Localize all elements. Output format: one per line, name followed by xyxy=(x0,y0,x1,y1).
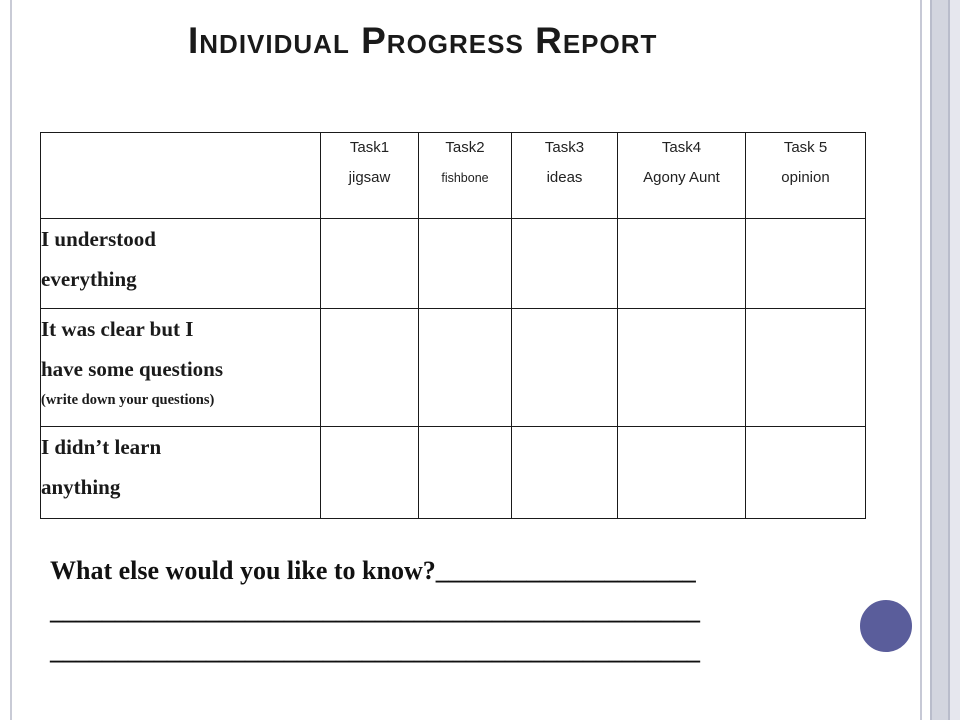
task-name: Task4 xyxy=(661,139,702,156)
task-header-1 xyxy=(321,133,419,219)
rating-cell[interactable] xyxy=(512,309,618,427)
row-label-note: (write down your questions) xyxy=(41,392,215,408)
rating-cell[interactable] xyxy=(419,427,512,519)
task-activity: fishbone xyxy=(441,171,489,185)
task-activity: ideas xyxy=(546,169,583,186)
row-label-line: I understood xyxy=(41,227,156,251)
row-label-line: I didn’t learn xyxy=(41,435,162,459)
rating-cell[interactable] xyxy=(321,219,419,309)
rating-cell[interactable] xyxy=(618,427,746,519)
rating-cell[interactable] xyxy=(419,309,512,427)
rating-cell[interactable] xyxy=(512,219,618,309)
task-header-4 xyxy=(618,133,746,219)
task-activity: jigsaw xyxy=(348,169,391,186)
rating-cell[interactable] xyxy=(746,309,866,427)
rating-cell[interactable] xyxy=(746,219,866,309)
rating-cell[interactable] xyxy=(321,309,419,427)
row-label xyxy=(41,309,321,427)
rating-cell[interactable] xyxy=(419,219,512,309)
row-label-line: anything xyxy=(41,475,121,499)
table-row xyxy=(41,309,866,427)
task-name: Task3 xyxy=(544,139,585,156)
rating-cell[interactable] xyxy=(746,427,866,519)
task-name: Task1 xyxy=(349,139,390,156)
task-header-2 xyxy=(419,133,512,219)
decorative-circle xyxy=(858,598,914,654)
task-name: Task 5 xyxy=(783,139,828,156)
task-activity: opinion xyxy=(781,169,830,186)
progress-table xyxy=(40,132,866,519)
slide-frame-left xyxy=(10,0,12,720)
rating-cell[interactable] xyxy=(618,219,746,309)
table-row xyxy=(41,427,866,519)
question-prompt: What else would you like to know?____________________ xyxy=(50,556,696,585)
table-header-row xyxy=(41,133,866,219)
row-label xyxy=(41,219,321,309)
page-title: Individual Progress Report xyxy=(188,20,658,61)
table-corner-cell xyxy=(41,133,321,219)
task-header-5 xyxy=(746,133,866,219)
row-label xyxy=(41,427,321,519)
table-row xyxy=(41,219,866,309)
rating-cell[interactable] xyxy=(512,427,618,519)
rating-cell[interactable] xyxy=(618,309,746,427)
answer-line[interactable]: __________________________________________________ xyxy=(50,596,700,625)
row-label-line: have some questions xyxy=(41,357,224,381)
row-label-line: It was clear but I xyxy=(41,317,194,341)
row-label-line: everything xyxy=(41,267,137,291)
task-header-3 xyxy=(512,133,618,219)
task-name: Task2 xyxy=(445,139,485,156)
slide-frame-right xyxy=(918,0,960,720)
rating-cell[interactable] xyxy=(321,427,419,519)
answer-line[interactable]: __________________________________________________ xyxy=(50,636,700,665)
task-activity: Agony Aunt xyxy=(643,169,720,186)
